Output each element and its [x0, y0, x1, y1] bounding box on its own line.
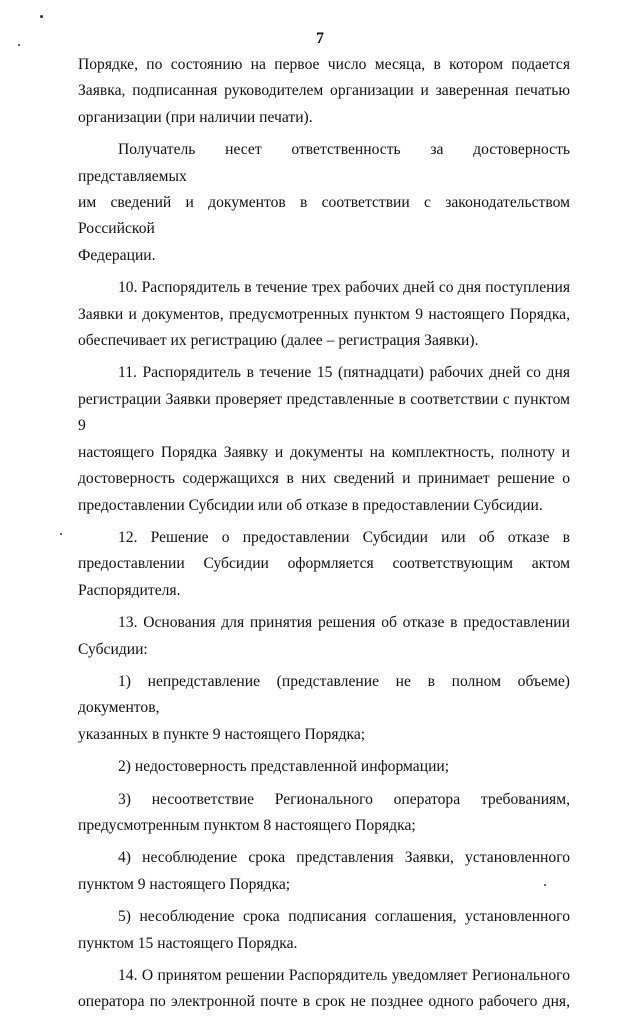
text-line: 4) несоблюдение срока представления Заявки, установленного [118, 849, 570, 867]
text-line: им сведений и документов в соответствии с законодательством Российской [78, 194, 570, 238]
text-line: Распорядителя. [78, 581, 181, 599]
text-line: 14. О принятом решении Распорядитель уведомляет Регионального [118, 967, 570, 984]
text-line: 12. Решение о предоставлении Субсидии или об отказе в [118, 528, 570, 546]
document-body [78, 52, 570, 1016]
text-line: достоверность содержащихся в них сведений и принимает решение о [78, 470, 570, 488]
text-line: 10. Распорядитель в течение трех рабочих дней со дня поступления [118, 279, 570, 297]
text-line: Порядке, по состоянию на первое число месяца, в котором подается [78, 56, 570, 73]
text-line: предоставлении Субсидии оформляется соответствующим актом [78, 555, 570, 573]
text-line: обеспечивает их регистрацию (далее – регистрация Заявки). [78, 332, 479, 350]
text-line: указанных в пункте 9 настоящего Порядка; [78, 725, 366, 743]
text-line: 11. Распорядитель в течение 15 (пятнадцати) рабочих дней со дня [118, 364, 570, 382]
text-line: 5) несоблюдение срока подписания соглашения, установленного [118, 908, 570, 926]
text-line: Заявка, подписанная руководителем организации и заверенная печатью [78, 82, 570, 100]
page-number: 7 [316, 30, 324, 47]
text-line: настоящего Порядка Заявку и документы на комплектность, полноту и [78, 443, 570, 461]
text-line: оператора по электронной почте в срок не позднее одного рабочего дня, [78, 993, 570, 1011]
text-line: Заявки и документов, предусмотренных пунктом 9 настоящего Порядка, [78, 305, 570, 323]
text-line: Субсидии: [78, 640, 148, 658]
text-line: организации (при наличии печати). [78, 108, 313, 126]
text-line: Федерации. [78, 246, 156, 264]
text-line: предусмотренным пунктом 8 настоящего Порядка; [78, 816, 416, 834]
scan-speck [40, 15, 43, 18]
text-line: Получатель несет ответственность за достоверность представляемых [78, 141, 570, 185]
text-line: регистрации Заявки проверяет представленные в соответствии с пунктом 9 [78, 390, 570, 435]
text-line: 2) недостоверность представленной информации; [118, 758, 450, 776]
scan-speck [60, 533, 62, 535]
text-line: пунктом 9 настоящего Порядка; [78, 875, 291, 893]
text-line: 1) непредставление (представление не в полном объеме) документов, [78, 672, 570, 717]
text-line: предоставлении Субсидии или об отказе в предоставлении Субсидии. [78, 496, 543, 514]
text-line: 3) несоответствие Регионального оператора требованиям, [118, 790, 570, 808]
text-line: 13. Основания для принятия решения об отказе в предоставлении [118, 614, 570, 632]
text-line: пунктом 15 настоящего Порядка. [78, 934, 298, 952]
